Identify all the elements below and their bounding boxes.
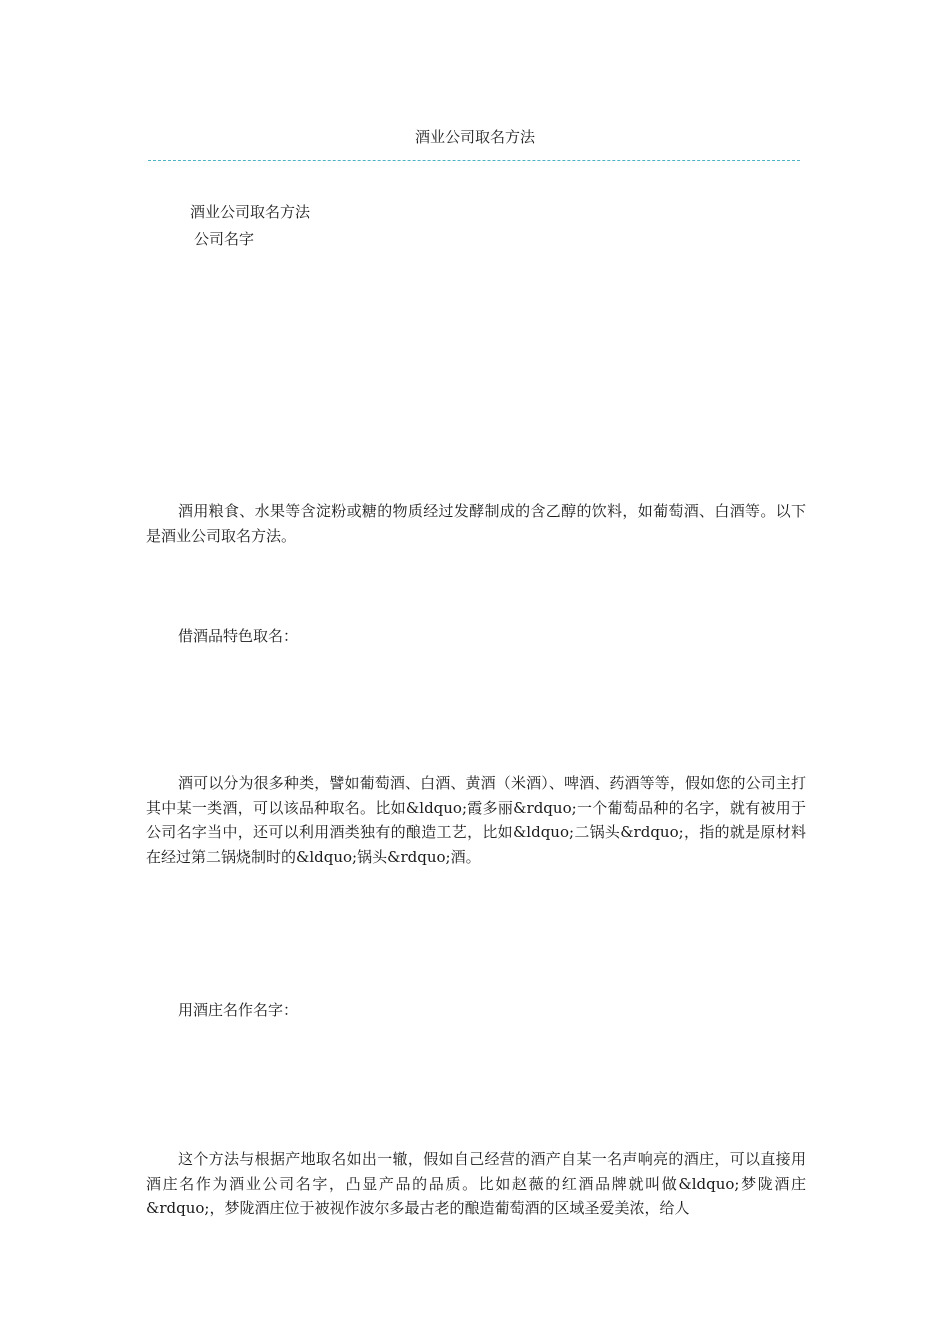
section-heading-winery-name: 用酒庄名作名字：	[178, 1001, 299, 1019]
paragraph-intro: 酒用粮食、水果等含淀粉或糖的物质经过发酵制成的含乙醇的饮料，如葡萄酒、白酒等。以下是酒业公司取名方法。	[146, 502, 806, 545]
document-subtitle: 公司名字	[194, 230, 255, 248]
document-title: 酒业公司取名方法	[190, 203, 311, 221]
paragraph-winery-name: 这个方法与根据产地取名如出一辙，假如自己经营的酒产自某一名声响亮的酒庄，可以直接用酒庄名作为酒业公司名字，凸显产品的品质。比如赵薇的红酒品牌就叫做&ldquo;梦陇酒庄&rdquo;，梦陇酒庄位于被视作波尔多最古老的酿造葡萄酒的区域圣爱美浓，给人	[146, 1150, 806, 1217]
header-divider	[148, 160, 800, 161]
paragraph-wine-feature: 酒可以分为很多种类，譬如葡萄酒、白酒、黄酒（米酒）、啤酒、药酒等等，假如您的公司主打其中某一类酒，可以该品种取名。比如&ldquo;霞多丽&rdquo;一个葡萄品种的名字，就有被用于公司名字当中，还可以利用酒类独有的酿造工艺，比如&ldquo;二锅头&rdquo;，指的就是原材料在经过第二锅烧制时的&ldquo;锅头&rdquo;酒。	[146, 774, 806, 866]
section-heading-wine-feature: 借酒品特色取名：	[178, 627, 299, 645]
page-header-title: 酒业公司取名方法	[414, 128, 535, 146]
